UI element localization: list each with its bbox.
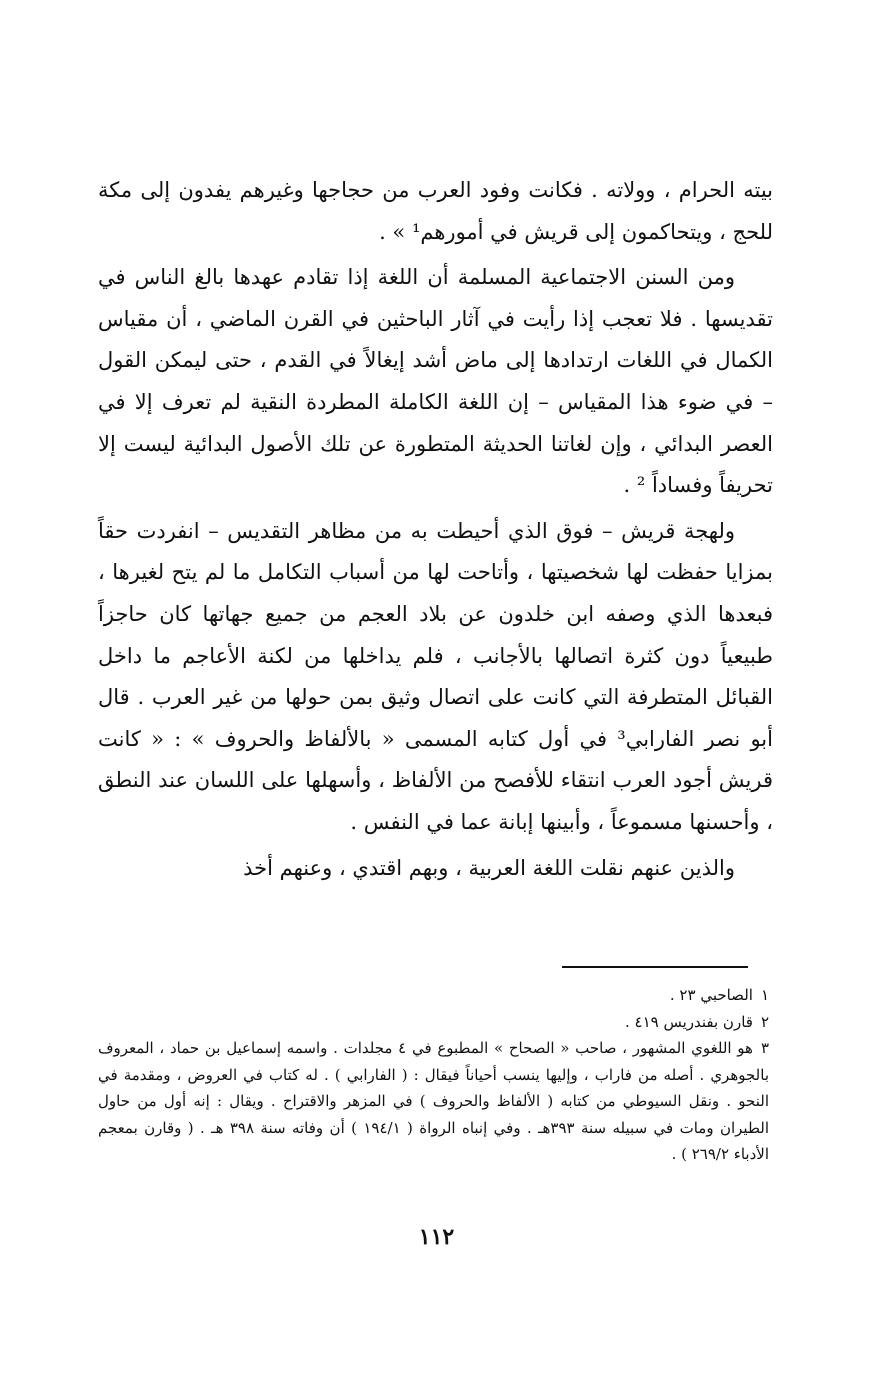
main-text — [98, 170, 773, 889]
footnote-number: ٢ — [760, 1012, 769, 1031]
footnote-separator — [562, 966, 748, 968]
footnote-text: قارن بفندريس ٤١٩ . — [624, 1012, 753, 1031]
paragraph-1: بيته الحرام ، وولاته . فكانت وفود العرب من حجاجها وغيرهم يفدون إلى مكة للحج ، ويتحاكمون إلى قريش في أمورهم¹ » . — [98, 178, 773, 244]
footnote-text: هو اللغوي المشهور ، صاحب « الصحاح » المطبوع في ٤ مجلدات . واسمه إسماعيل بن حماد ، المعروف بالجوهري . أصله من فاراب ، وإليها ينسب أحياناً فيقال : ( الفارابي ) . له كتاب في العروض ، ومقدمة في النحو . ونقل السيوطي من كتابه ( الألفاظ والحروف ) في المزهر والاقتراح . ويقال : إنه أول من حاول الطيران ومات في سبيله سنة ٣٩٣هـ . وفي إنباه الرواة ( ١٩٤/١ ) أن وفاته سنة ٣٩٨ هـ . ( وقارن بمعجم الأدباء ٢٦٩/٢ ) . — [98, 1039, 769, 1163]
footnote-1 — [98, 982, 769, 1009]
paragraph-3: ولهجة قريش – فوق الذي أحيطت به من مظاهر التقديس – انفردت حقاً بمزايا حفظت لها شخصيتها ، وأتاحت لها من أسباب التكامل ما لم يتح لغيرها ، فبعدها الذي وصفه ابن خلدون عن بلاد العجم من جميع جهاتها كان حاجزاً طبيعياً دون كثرة اتصالها بالأجانب ، فلم يداخلها من لكنة الأعاجم ما داخل القبائل المتطرفة التي كانت على اتصال وثيق بمن حولها من غير العرب . قال أبو نصر الفارابي³ في أول كتابه المسمى « بالألفاظ والحروف » : « كانت قريش أجود العرب انتقاء للأفصح من الألفاظ ، وأسهلها على اللسان عند النطق ، وأحسنها مسموعاً ، وأبينها إبانة عما في النفس . — [98, 518, 773, 834]
paragraph-4: والذين عنهم نقلت اللغة العربية ، وبهم اقتدي ، وعنهم أخذ — [243, 855, 735, 880]
footnote-number: ٣ — [760, 1039, 769, 1057]
footnote-number: ١ — [760, 986, 769, 1004]
footnote-2 — [98, 1009, 769, 1036]
footnote-3 — [98, 1035, 769, 1168]
page-number: ١١٢ — [418, 1224, 455, 1250]
footnote-text: الصاحبي ٢٣ . — [669, 986, 753, 1004]
footnotes — [98, 982, 769, 1168]
paragraph-2: ومن السنن الاجتماعية المسلمة أن اللغة إذا تقادم عهدها بالغ الناس في تقديسها . فلا تعجب إذا رأيت في آثار الباحثين في القرن الماضي ، أن مقياس الكمال في اللغات ارتدادها إلى ماض أشد إيغالاً في القدم ، حتى ليمكن القول – في ضوء هذا المقياس – إن اللغة الكاملة المطردة النقية لم تعرف إلا في العصر البدائي ، وإن لغاتنا الحديثة المتطورة عن تلك الأصول البدائية ليست إلا تحريفاً وفساداً ² . — [98, 265, 773, 498]
